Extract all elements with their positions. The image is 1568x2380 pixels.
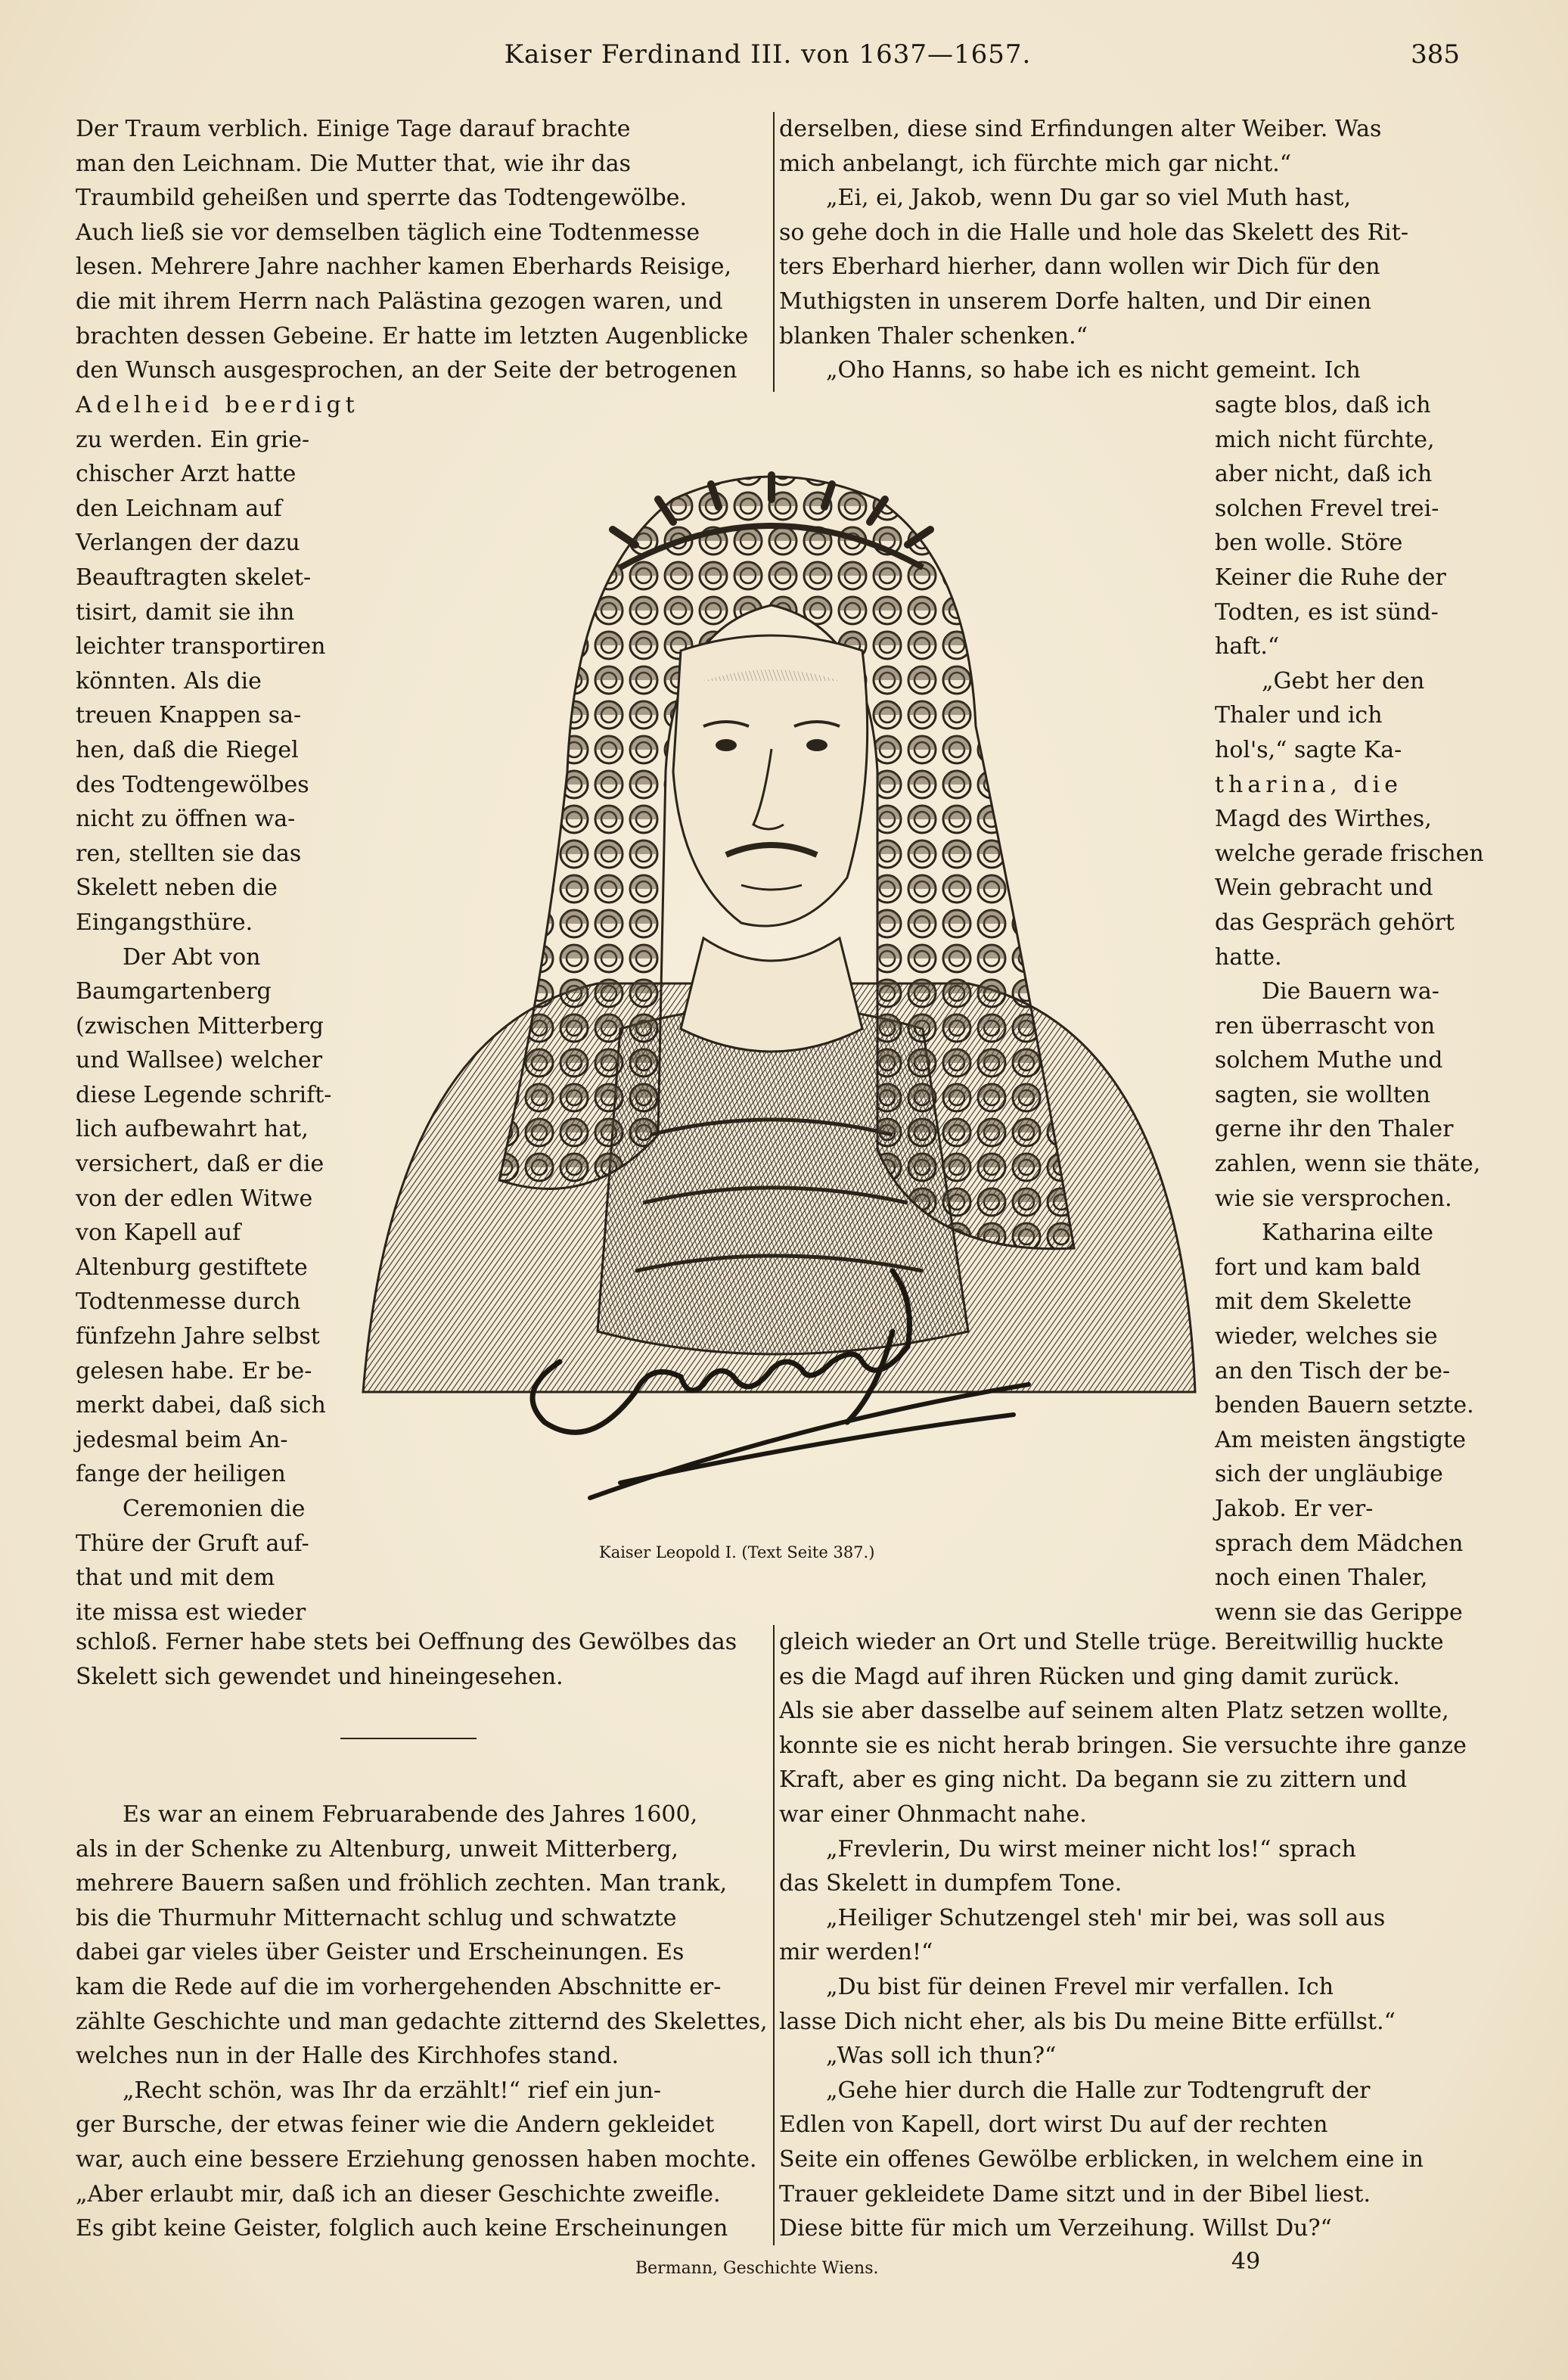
text-line: hen, daß die Riegel: [76, 736, 299, 763]
text-line: diese Legende schrift-: [76, 1081, 332, 1108]
text-line: mehrere Bauern saßen und fröhlich zechten. Man trank,: [76, 1870, 728, 1897]
text-line: treuen Knappen sa-: [76, 702, 302, 729]
text-line: derselben, diese sind Erfindungen alter Weiber. Was: [779, 116, 1382, 142]
text-line: Es gibt keine Geister, folglich auch keine Erscheinungen: [76, 2215, 728, 2242]
figure-caption: Kaiser Leopold I. (Text Seite 387.): [599, 1543, 875, 1561]
text-line: den Leichnam auf: [76, 495, 282, 522]
text-line: Katharina eilte: [1262, 1220, 1433, 1247]
text-line: sagten, sie wollten: [1215, 1081, 1431, 1108]
text-line: Diese bitte für mich um Verzeihung. Willst Du?“: [779, 2215, 1332, 2242]
text-line: „Recht schön, was Ihr da erzählt!“ rief ein jun-: [123, 2077, 662, 2104]
text-line: und Wallsee) welcher: [76, 1047, 323, 1074]
text-line: gleich wieder an Ort und Stelle trüge. Bereitwillig huckte: [779, 1629, 1444, 1655]
text-line: zahlen, wenn sie thäte,: [1215, 1151, 1481, 1178]
running-title: Kaiser Ferdinand III. von 1637—1657.: [504, 39, 1032, 70]
text-line: wieder, welches sie: [1215, 1323, 1438, 1350]
text-line: Auch ließ sie vor demselben täglich eine Todtenmesse: [76, 219, 700, 246]
text-line: ite missa est wieder: [76, 1599, 306, 1626]
text-line: „Ei, ei, Jakob, wenn Du gar so viel Muth hast,: [826, 185, 1352, 212]
text-line: war einer Ohnmacht nahe.: [779, 1801, 1087, 1828]
text-line: wenn sie das Gerippe: [1215, 1599, 1463, 1626]
left-column-continuation: [76, 1625, 756, 1694]
column-rule-bottom: [773, 1625, 775, 2245]
text-line: fünfzehn Jahre selbst: [76, 1323, 320, 1350]
column-rule-top: [773, 112, 775, 392]
text-line: ters Eberhard hierher, dann wollen wir Dich für den: [779, 253, 1380, 281]
text-line: welches nun in der Halle des Kirchhofes stand.: [76, 2043, 619, 2070]
text-line: sich der ungläubige: [1215, 1461, 1443, 1488]
text-line: Edlen von Kapell, dort wirst Du auf der rechten: [779, 2111, 1328, 2139]
text-line: ren überrascht von: [1215, 1012, 1436, 1039]
text-line: tisirt, damit sie ihn: [76, 598, 295, 626]
text-line: zu werden. Ein grie-: [76, 426, 310, 453]
text-line: solchen Frevel trei-: [1215, 495, 1439, 522]
portrait-illustration: [348, 454, 1210, 1528]
cravat-shape: [681, 938, 862, 1052]
text-line: Muthigsten in unserem Dorfe halten, und Dir einen: [779, 287, 1372, 315]
text-line: Als sie aber dasselbe auf seinem alten Platz setzen wollte,: [779, 1698, 1449, 1725]
text-line: mich nicht fürchte,: [1215, 426, 1435, 453]
text-line: sprach dem Mädchen: [1215, 1530, 1464, 1557]
text-line: Skelett neben die: [76, 875, 278, 902]
text-line: Altenburg gestiftete: [76, 1254, 308, 1281]
text-line: brachten dessen Gebeine. Er hatte im letzten Augenblicke: [76, 322, 749, 350]
text-line: versichert, daß er die: [76, 1151, 324, 1178]
text-line: konnte sie es nicht herab bringen. Sie versuchte ihre ganze: [779, 1732, 1467, 1759]
text-line: bis die Thurmuhr Mitternacht schlug und schwatzte: [76, 1904, 677, 1931]
text-line: Jakob. Er ver-: [1215, 1496, 1374, 1522]
text-line: schloß. Ferner habe stets bei Oeffnung des Gewölbes das: [76, 1629, 737, 1655]
text-line: leichter transportiren: [76, 633, 326, 660]
text-line: Trauer gekleidete Dame sitzt und in der Bibel liest.: [779, 2180, 1371, 2208]
text-line: „Gebt her den: [1262, 667, 1425, 694]
text-line: Traumbild geheißen und sperrte das Todtengewölbe.: [76, 185, 688, 212]
text-line: lasse Dich nicht eher, als bis Du meine Bitte erfüllst.“: [779, 2008, 1396, 2035]
left-column-top: [76, 112, 756, 388]
text-line: von der edlen Witwe: [76, 1185, 313, 1212]
text-line: mir werden!“: [779, 1939, 933, 1966]
text-line: Eingangsthüre.: [76, 909, 253, 936]
right-column-narrow: [1215, 388, 1484, 1630]
text-line: Am meisten ängstigte: [1215, 1426, 1466, 1453]
text-line: war, auch eine bessere Erziehung genossen haben mochte.: [76, 2145, 757, 2173]
text-line: lich aufbewahrt hat,: [76, 1116, 309, 1143]
text-line: nicht zu öffnen wa-: [76, 806, 296, 833]
text-line: des Todtengewölbes: [76, 771, 309, 798]
right-column-bottom: [779, 1625, 1467, 2246]
text-line: aber nicht, daß ich: [1215, 461, 1433, 488]
text-line: Magd des Wirthes,: [1215, 806, 1432, 833]
text-line: Ceremonien die: [123, 1496, 306, 1522]
text-line: „Heiliger Schutzengel steh' mir bei, was soll aus: [826, 1904, 1386, 1931]
text-line: so gehe doch in die Halle und hole das Skelett des Rit-: [779, 219, 1408, 246]
text-line: als in der Schenke zu Altenburg, unweit Mitterberg,: [76, 1835, 678, 1863]
text-line: tharina, die: [1215, 771, 1403, 798]
left-column-bottom: [76, 1797, 768, 2246]
text-line: hatte.: [1215, 943, 1282, 971]
text-line: Kraft, aber es ging nicht. Da begann sie zu zittern und: [779, 1766, 1408, 1794]
text-line: haft.“: [1215, 633, 1280, 660]
text-line: Baumgartenberg: [76, 978, 272, 1005]
text-line: ren, stellten sie das: [76, 840, 302, 867]
section-divider: [340, 1738, 477, 1739]
text-line: kam die Rede auf die im vorhergehenden Abschnitte er-: [76, 1973, 722, 2000]
text-line: Adelheid beerdigt: [76, 392, 359, 418]
text-line: Es war an einem Februarabende des Jahres 1600,: [123, 1801, 698, 1828]
text-line: Thüre der Gruft auf-: [76, 1530, 309, 1557]
text-line: „Du bist für deinen Frevel mir verfallen. Ich: [826, 1973, 1334, 2000]
text-line: hol's,“ sagte Ka-: [1215, 736, 1402, 763]
text-line: blanken Thaler schenken.“: [779, 322, 1088, 350]
text-line: das Gespräch gehört: [1215, 909, 1455, 936]
text-line: zählte Geschichte und man gedachte zitternd des Skelettes,: [76, 2008, 768, 2035]
text-line: gerne ihr den Thaler: [1215, 1116, 1454, 1143]
text-line: Thaler und ich: [1215, 702, 1383, 729]
text-line: das Skelett in dumpfem Tone.: [779, 1870, 1122, 1897]
text-line: Beauftragten skelet-: [76, 564, 312, 591]
text-line: solchem Muthe und: [1215, 1047, 1443, 1074]
text-line: dabei gar vieles über Geister und Erscheinungen. Es: [76, 1939, 685, 1966]
left-column-narrow: [76, 388, 359, 1630]
text-line: ben wolle. Störe: [1215, 530, 1403, 557]
text-line: Seite ein offenes Gewölbe erblicken, in welchem eine in: [779, 2145, 1424, 2173]
text-line: fange der heiligen: [76, 1461, 286, 1488]
text-line: chischer Arzt hatte: [76, 461, 297, 488]
right-column-top: [779, 112, 1461, 388]
signature-mark: 49: [1231, 2248, 1261, 2275]
text-line: benden Bauern setzte.: [1215, 1392, 1474, 1419]
text-line: es die Magd auf ihren Rücken und ging damit zurück.: [779, 1663, 1400, 1690]
text-line: von Kapell auf: [76, 1220, 241, 1247]
text-line: mit dem Skelette: [1215, 1288, 1412, 1316]
text-line: Die Bauern wa-: [1262, 978, 1439, 1005]
text-line: „Oho Hanns, so habe ich es nicht gemeint. Ich: [826, 357, 1361, 384]
text-line: wie sie versprochen.: [1215, 1185, 1452, 1212]
text-line: jedesmal beim An-: [76, 1426, 288, 1453]
text-line: Der Traum verblich. Einige Tage darauf brachte: [76, 116, 631, 142]
text-line: welche gerade frischen: [1215, 840, 1484, 867]
text-line: gelesen habe. Er be-: [76, 1357, 312, 1384]
text-line: „Gehe hier durch die Halle zur Todtengruft der: [826, 2077, 1371, 2104]
text-line: die mit ihrem Herrn nach Palästina gezogen waren, und: [76, 287, 723, 315]
text-line: mich anbelangt, ich fürchte mich gar nicht.“: [779, 150, 1292, 177]
text-line: Verlangen der dazu: [76, 530, 300, 557]
text-line: Der Abt von: [123, 943, 261, 971]
text-line: könnten. Als die: [76, 667, 262, 694]
text-line: fort und kam bald: [1215, 1254, 1421, 1281]
text-line: den Wunsch ausgesprochen, an der Seite der betrogenen: [76, 357, 737, 384]
text-line: an den Tisch der be-: [1215, 1357, 1451, 1384]
footer-title: Bermann, Geschichte Wiens.: [635, 2259, 879, 2278]
face-shape: [673, 635, 868, 926]
text-line: noch einen Thaler,: [1215, 1564, 1428, 1592]
text-line: „Was soll ich thun?“: [826, 2043, 1057, 2070]
page-number: 385: [1411, 39, 1460, 70]
text-line: Wein gebracht und: [1215, 875, 1433, 902]
text-line: Keiner die Ruhe der: [1215, 564, 1446, 591]
text-line: sagte blos, daß ich: [1215, 392, 1431, 418]
text-line: „Frevlerin, Du wirst meiner nicht los!“ sprach: [826, 1835, 1356, 1863]
text-line: „Aber erlaubt mir, daß ich an dieser Geschichte zweifle.: [76, 2180, 721, 2208]
text-line: ger Bursche, der etwas feiner wie die Andern gekleidet: [76, 2111, 715, 2139]
text-line: (zwischen Mitterberg: [76, 1012, 324, 1039]
text-line: Todten, es ist sünd-: [1215, 598, 1439, 626]
text-line: lesen. Mehrere Jahre nachher kamen Eberhards Reisige,: [76, 253, 731, 281]
text-line: that und mit dem: [76, 1564, 275, 1592]
text-line: man den Leichnam. Die Mutter that, wie ihr das: [76, 150, 632, 177]
text-line: Todtenmesse durch: [76, 1288, 301, 1316]
text-line: Skelett sich gewendet und hineingesehen.: [76, 1663, 564, 1690]
running-header: [76, 39, 1460, 79]
text-line: merkt dabei, daß sich: [76, 1392, 326, 1419]
